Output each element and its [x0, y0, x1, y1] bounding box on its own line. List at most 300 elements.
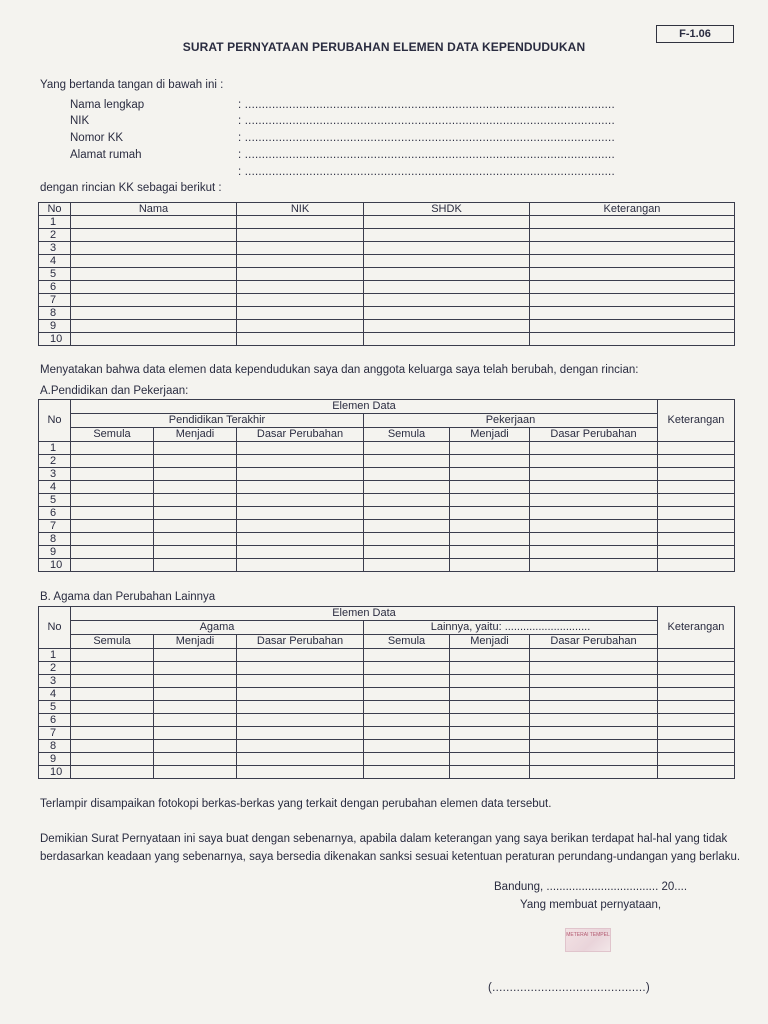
- cell[interactable]: [237, 520, 364, 533]
- cell[interactable]: [530, 740, 658, 753]
- row-number: 5: [39, 701, 71, 714]
- cell[interactable]: [71, 688, 154, 701]
- cell[interactable]: [364, 688, 450, 701]
- row-number: 5: [39, 268, 71, 281]
- cell[interactable]: [658, 559, 735, 572]
- kk-intro-text: dengan rincian KK sebagai berikut :: [40, 182, 222, 194]
- kk-col-keterangan: Keterangan: [530, 203, 735, 216]
- cell[interactable]: [530, 507, 658, 520]
- kk-col-no: No: [39, 203, 71, 216]
- cell[interactable]: [71, 675, 154, 688]
- row-number: 6: [39, 714, 71, 727]
- table-row: [39, 455, 735, 468]
- field-value-nama[interactable]: : .............................................................................................................: [238, 99, 615, 111]
- row-number: 2: [39, 229, 71, 242]
- cell[interactable]: [71, 255, 237, 268]
- table-row: [39, 675, 735, 688]
- row-number: 9: [39, 320, 71, 333]
- row-number: 2: [39, 662, 71, 675]
- field-value-alamat[interactable]: : .............................................................................................................: [238, 149, 615, 161]
- cell[interactable]: [71, 468, 154, 481]
- table-row: [39, 268, 735, 281]
- field-label-nik: NIK: [70, 115, 90, 127]
- cell[interactable]: [364, 766, 450, 779]
- cell[interactable]: [154, 675, 237, 688]
- cell[interactable]: [530, 494, 658, 507]
- col-elemen-data: Elemen Data: [71, 607, 658, 621]
- table-header-row: [39, 607, 735, 621]
- cell[interactable]: [237, 442, 364, 455]
- closing-line-1: Demikian Surat Pernyataan ini saya buat dengan sebenarnya, apabila dalam keterangan yang saya berikan terdapat hal-hal yang tidak: [40, 833, 728, 845]
- cell[interactable]: [530, 727, 658, 740]
- table-row: [39, 333, 735, 346]
- section-a-table: [38, 399, 735, 572]
- table-header-row: [39, 635, 735, 649]
- cell[interactable]: [450, 468, 530, 481]
- table-row: [39, 481, 735, 494]
- cell[interactable]: [71, 559, 154, 572]
- cell[interactable]: [658, 455, 735, 468]
- row-number: 9: [39, 753, 71, 766]
- cell[interactable]: [364, 216, 530, 229]
- row-number: 3: [39, 675, 71, 688]
- cell[interactable]: [530, 294, 735, 307]
- col-pendidikan: Pendidikan Terakhir: [71, 414, 364, 428]
- cell[interactable]: [530, 714, 658, 727]
- cell[interactable]: [530, 753, 658, 766]
- cell[interactable]: [237, 242, 364, 255]
- cell[interactable]: [237, 533, 364, 546]
- cell[interactable]: [71, 662, 154, 675]
- statement-text: Menyatakan bahwa data elemen data kependudukan saya dan anggota keluarga saya telah berubah, dengan rincian:: [40, 364, 639, 376]
- row-number: 8: [39, 533, 71, 546]
- cell[interactable]: [237, 294, 364, 307]
- cell[interactable]: [237, 766, 364, 779]
- cell[interactable]: [237, 229, 364, 242]
- cell[interactable]: [71, 242, 237, 255]
- table-row: [39, 559, 735, 572]
- cell[interactable]: [530, 281, 735, 294]
- cell[interactable]: [450, 766, 530, 779]
- cell[interactable]: [71, 442, 154, 455]
- cell[interactable]: [530, 766, 658, 779]
- page-title: SURAT PERNYATAAN PERUBAHAN ELEMEN DATA KEPENDUDUKAN: [182, 40, 586, 54]
- cell[interactable]: [364, 520, 450, 533]
- stamp-duty-image: METERAI TEMPEL: [565, 928, 611, 952]
- row-number: 6: [39, 281, 71, 294]
- cell[interactable]: [71, 701, 154, 714]
- form-code: F-1.06: [656, 25, 734, 43]
- cell[interactable]: [364, 481, 450, 494]
- cell[interactable]: [237, 281, 364, 294]
- cell[interactable]: [154, 688, 237, 701]
- col-dasar-perubahan: Dasar Perubahan: [530, 635, 658, 649]
- row-number: 7: [39, 294, 71, 307]
- cell[interactable]: [530, 468, 658, 481]
- cell[interactable]: [658, 740, 735, 753]
- section-b-table: [38, 606, 735, 779]
- table-header-row: [39, 428, 735, 442]
- table-row: [39, 533, 735, 546]
- cell[interactable]: [364, 294, 530, 307]
- table-row: [39, 229, 735, 242]
- row-number: 7: [39, 727, 71, 740]
- table-row: [39, 216, 735, 229]
- table-row: [39, 507, 735, 520]
- table-row: [39, 766, 735, 779]
- col-agama: Agama: [71, 621, 364, 635]
- table-row: [39, 740, 735, 753]
- cell[interactable]: [154, 546, 237, 559]
- cell[interactable]: [658, 688, 735, 701]
- cell[interactable]: [154, 533, 237, 546]
- field-value-alamat-2[interactable]: : .............................................................................................................: [238, 166, 615, 178]
- table-row: [39, 753, 735, 766]
- cell[interactable]: [450, 714, 530, 727]
- cell[interactable]: [530, 307, 735, 320]
- cell[interactable]: [364, 255, 530, 268]
- cell[interactable]: [450, 481, 530, 494]
- cell[interactable]: [237, 333, 364, 346]
- cell[interactable]: [71, 229, 237, 242]
- cell[interactable]: [658, 766, 735, 779]
- field-label-alamat: Alamat rumah: [70, 149, 142, 161]
- cell[interactable]: [71, 216, 237, 229]
- cell[interactable]: [154, 714, 237, 727]
- col-semula: Semula: [71, 428, 154, 442]
- cell[interactable]: [364, 442, 450, 455]
- cell[interactable]: [237, 727, 364, 740]
- cell[interactable]: [71, 307, 237, 320]
- cell[interactable]: [658, 481, 735, 494]
- col-elemen-data: Elemen Data: [71, 400, 658, 414]
- cell[interactable]: [154, 740, 237, 753]
- table-header-row: [39, 400, 735, 414]
- cell[interactable]: [530, 242, 735, 255]
- cell[interactable]: [364, 546, 450, 559]
- col-menjadi: Menjadi: [450, 428, 530, 442]
- row-number: 3: [39, 468, 71, 481]
- cell[interactable]: [530, 216, 735, 229]
- cell[interactable]: [154, 701, 237, 714]
- row-number: 2: [39, 455, 71, 468]
- table-header-row: [39, 414, 735, 428]
- cell[interactable]: [364, 281, 530, 294]
- table-row: [39, 294, 735, 307]
- cell[interactable]: [71, 481, 154, 494]
- field-label-nama: Nama lengkap: [70, 99, 145, 111]
- cell[interactable]: [237, 481, 364, 494]
- col-semula: Semula: [71, 635, 154, 649]
- row-number: 4: [39, 255, 71, 268]
- cell[interactable]: [364, 229, 530, 242]
- col-lainnya: Lainnya, yaitu: ............................: [364, 621, 658, 635]
- cell[interactable]: [450, 507, 530, 520]
- cell[interactable]: [450, 520, 530, 533]
- cell[interactable]: [658, 649, 735, 662]
- kk-table: [38, 202, 735, 346]
- cell[interactable]: [71, 268, 237, 281]
- cell[interactable]: [71, 714, 154, 727]
- cell[interactable]: [658, 468, 735, 481]
- cell[interactable]: [530, 701, 658, 714]
- row-number: 5: [39, 494, 71, 507]
- cell[interactable]: [364, 753, 450, 766]
- cell[interactable]: [154, 442, 237, 455]
- row-number: 1: [39, 216, 71, 229]
- cell[interactable]: [450, 662, 530, 675]
- field-label-nomor-kk: Nomor KK: [70, 132, 124, 144]
- cell[interactable]: [364, 701, 450, 714]
- cell[interactable]: [658, 662, 735, 675]
- cell[interactable]: [364, 307, 530, 320]
- cell[interactable]: [237, 268, 364, 281]
- cell[interactable]: [154, 766, 237, 779]
- cell[interactable]: [71, 766, 154, 779]
- table-row: [39, 688, 735, 701]
- cell[interactable]: [237, 216, 364, 229]
- cell[interactable]: [658, 675, 735, 688]
- cell[interactable]: [530, 520, 658, 533]
- col-menjadi: Menjadi: [154, 428, 237, 442]
- kk-col-nik: NIK: [237, 203, 364, 216]
- cell[interactable]: [530, 662, 658, 675]
- cell[interactable]: [450, 675, 530, 688]
- row-number: 8: [39, 307, 71, 320]
- row-number: 4: [39, 481, 71, 494]
- cell[interactable]: [154, 494, 237, 507]
- cell[interactable]: [154, 727, 237, 740]
- cell[interactable]: [237, 701, 364, 714]
- cell[interactable]: [658, 753, 735, 766]
- cell[interactable]: [530, 546, 658, 559]
- signer-label: Yang membuat pernyataan,: [520, 899, 662, 911]
- row-number: 4: [39, 688, 71, 701]
- cell[interactable]: [71, 281, 237, 294]
- cell[interactable]: [530, 533, 658, 546]
- cell[interactable]: [237, 675, 364, 688]
- field-value-nik[interactable]: : .............................................................................................................: [238, 115, 615, 127]
- cell[interactable]: [71, 753, 154, 766]
- cell[interactable]: [450, 559, 530, 572]
- signature-line[interactable]: (............................................): [488, 982, 651, 994]
- row-number: 1: [39, 649, 71, 662]
- field-value-nomor-kk[interactable]: : .............................................................................................................: [238, 132, 615, 144]
- cell[interactable]: [450, 533, 530, 546]
- cell[interactable]: [237, 688, 364, 701]
- cell[interactable]: [450, 546, 530, 559]
- cell[interactable]: [450, 740, 530, 753]
- table-row: [39, 307, 735, 320]
- cell[interactable]: [658, 701, 735, 714]
- row-number: 7: [39, 520, 71, 533]
- cell[interactable]: [364, 649, 450, 662]
- place-date[interactable]: Bandung, ................................... 20....: [494, 881, 688, 893]
- cell[interactable]: [530, 320, 735, 333]
- cell[interactable]: [450, 701, 530, 714]
- cell[interactable]: [658, 507, 735, 520]
- table-header-row: [39, 621, 735, 635]
- cell[interactable]: [71, 507, 154, 520]
- cell[interactable]: [237, 455, 364, 468]
- cell[interactable]: [154, 559, 237, 572]
- cell[interactable]: [237, 649, 364, 662]
- kk-col-nama: Nama: [71, 203, 237, 216]
- cell[interactable]: [71, 649, 154, 662]
- cell[interactable]: [237, 320, 364, 333]
- cell[interactable]: [237, 714, 364, 727]
- cell[interactable]: [450, 688, 530, 701]
- cell[interactable]: [658, 714, 735, 727]
- cell[interactable]: [658, 494, 735, 507]
- cell[interactable]: [530, 559, 658, 572]
- cell[interactable]: [237, 559, 364, 572]
- cell[interactable]: [450, 442, 530, 455]
- cell[interactable]: [237, 307, 364, 320]
- cell[interactable]: [71, 727, 154, 740]
- cell[interactable]: [364, 740, 450, 753]
- row-number: 3: [39, 242, 71, 255]
- cell[interactable]: [658, 546, 735, 559]
- cell[interactable]: [364, 455, 450, 468]
- cell[interactable]: [237, 662, 364, 675]
- col-dasar-perubahan: Dasar Perubahan: [237, 635, 364, 649]
- cell[interactable]: [71, 546, 154, 559]
- cell[interactable]: [530, 442, 658, 455]
- cell[interactable]: [530, 688, 658, 701]
- col-keterangan: Keterangan: [658, 607, 735, 649]
- table-row: [39, 255, 735, 268]
- cell[interactable]: [658, 442, 735, 455]
- cell[interactable]: [154, 662, 237, 675]
- intro-text: Yang bertanda tangan di bawah ini :: [40, 79, 224, 91]
- cell[interactable]: [450, 753, 530, 766]
- cell[interactable]: [71, 455, 154, 468]
- cell[interactable]: [237, 740, 364, 753]
- cell[interactable]: [154, 507, 237, 520]
- kk-col-shdk: SHDK: [364, 203, 530, 216]
- table-row: [39, 662, 735, 675]
- table-row: [39, 281, 735, 294]
- cell[interactable]: [530, 255, 735, 268]
- cell[interactable]: [71, 333, 237, 346]
- cell[interactable]: [450, 455, 530, 468]
- section-a-title: A.Pendidikan dan Pekerjaan:: [40, 385, 189, 397]
- attachment-note: Terlampir disampaikan fotokopi berkas-berkas yang terkait dengan perubahan elemen data tersebut.: [40, 798, 552, 810]
- cell[interactable]: [71, 740, 154, 753]
- cell[interactable]: [154, 753, 237, 766]
- cell[interactable]: [530, 268, 735, 281]
- col-keterangan: Keterangan: [658, 400, 735, 442]
- table-row: [39, 442, 735, 455]
- cell[interactable]: [530, 333, 735, 346]
- col-no: No: [39, 607, 71, 649]
- cell[interactable]: [450, 727, 530, 740]
- cell[interactable]: [364, 675, 450, 688]
- col-semula: Semula: [364, 428, 450, 442]
- cell[interactable]: [71, 533, 154, 546]
- cell[interactable]: [658, 520, 735, 533]
- cell[interactable]: [237, 507, 364, 520]
- table-row: [39, 242, 735, 255]
- cell[interactable]: [154, 455, 237, 468]
- cell[interactable]: [364, 533, 450, 546]
- cell[interactable]: [450, 649, 530, 662]
- col-menjadi: Menjadi: [154, 635, 237, 649]
- cell[interactable]: [154, 649, 237, 662]
- col-menjadi: Menjadi: [450, 635, 530, 649]
- table-row: [39, 494, 735, 507]
- cell[interactable]: [530, 649, 658, 662]
- col-dasar-perubahan: Dasar Perubahan: [237, 428, 364, 442]
- cell[interactable]: [530, 481, 658, 494]
- cell[interactable]: [71, 520, 154, 533]
- cell[interactable]: [364, 714, 450, 727]
- cell[interactable]: [658, 533, 735, 546]
- cell[interactable]: [530, 229, 735, 242]
- table-row: [39, 701, 735, 714]
- cell[interactable]: [71, 320, 237, 333]
- cell[interactable]: [364, 268, 530, 281]
- cell[interactable]: [530, 455, 658, 468]
- row-number: 9: [39, 546, 71, 559]
- cell[interactable]: [154, 520, 237, 533]
- cell[interactable]: [237, 494, 364, 507]
- cell[interactable]: [364, 662, 450, 675]
- cell[interactable]: [364, 333, 530, 346]
- kk-header-row: [39, 203, 735, 216]
- closing-line-2: berdasarkan keadaan yang sebenarnya, saya bersedia dikenakan sanksi sesuai ketentuan peraturan perundang-undangan yang berlaku.: [40, 851, 741, 863]
- table-row: [39, 727, 735, 740]
- cell[interactable]: [154, 481, 237, 494]
- cell[interactable]: [71, 294, 237, 307]
- table-row: [39, 714, 735, 727]
- cell[interactable]: [364, 494, 450, 507]
- table-row: [39, 320, 735, 333]
- table-row: [39, 649, 735, 662]
- cell[interactable]: [71, 494, 154, 507]
- cell[interactable]: [364, 320, 530, 333]
- table-row: [39, 520, 735, 533]
- cell[interactable]: [530, 675, 658, 688]
- cell[interactable]: [364, 507, 450, 520]
- cell[interactable]: [450, 494, 530, 507]
- cell[interactable]: [237, 468, 364, 481]
- table-row: [39, 546, 735, 559]
- cell[interactable]: [237, 546, 364, 559]
- cell[interactable]: [658, 727, 735, 740]
- cell[interactable]: [364, 468, 450, 481]
- cell[interactable]: [364, 242, 530, 255]
- section-b-title: B. Agama dan Perubahan Lainnya: [40, 591, 216, 603]
- row-number: 1: [39, 442, 71, 455]
- row-number: 8: [39, 740, 71, 753]
- row-number: 10: [39, 766, 71, 779]
- col-semula: Semula: [364, 635, 450, 649]
- cell[interactable]: [237, 255, 364, 268]
- cell[interactable]: [364, 727, 450, 740]
- cell[interactable]: [154, 468, 237, 481]
- cell[interactable]: [237, 753, 364, 766]
- col-pekerjaan: Pekerjaan: [364, 414, 658, 428]
- cell[interactable]: [364, 559, 450, 572]
- row-number: 10: [39, 333, 71, 346]
- col-dasar-perubahan: Dasar Perubahan: [530, 428, 658, 442]
- table-row: [39, 468, 735, 481]
- row-number: 6: [39, 507, 71, 520]
- row-number: 10: [39, 559, 71, 572]
- col-no: No: [39, 400, 71, 442]
